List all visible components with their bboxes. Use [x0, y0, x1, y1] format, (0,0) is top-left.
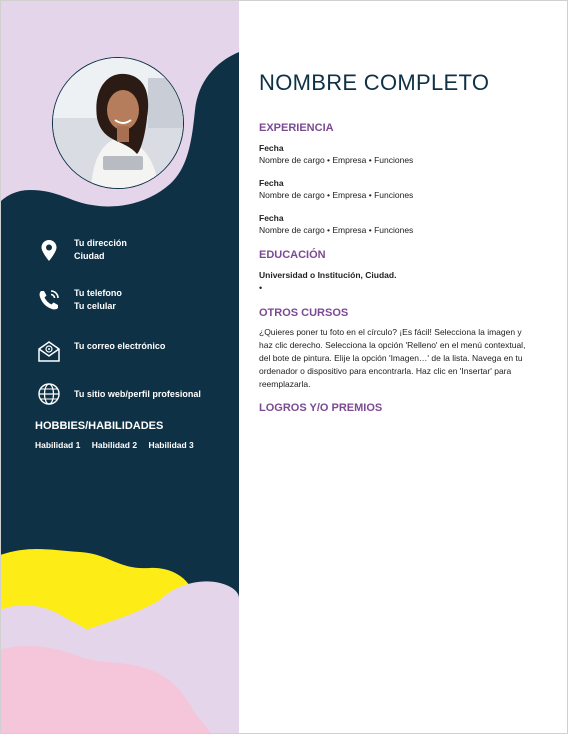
experience-date: Fecha [259, 178, 284, 188]
website-line: Tu sitio web/perfil profesional [74, 389, 201, 399]
email-icon [36, 338, 62, 364]
experience-detail: Nombre de cargo • Empresa • Funciones [259, 225, 414, 235]
email-line: Tu correo electrónico [74, 341, 166, 351]
education-heading: EDUCACIÓN [259, 249, 326, 261]
education-school: Universidad o Institución, Ciudad. [259, 270, 397, 280]
address-line: Tu dirección [74, 238, 127, 248]
hobbies-list [35, 440, 203, 450]
profile-photo[interactable] [52, 57, 184, 189]
full-name-heading[interactable]: NOMBRE COMPLETO [259, 70, 490, 95]
courses-heading: OTROS CURSOS [259, 307, 349, 319]
phone-icon [36, 287, 62, 313]
hobby-item: Habilidad 1 [35, 440, 81, 450]
education-bullet: • [259, 283, 263, 293]
hobbies-heading: HOBBIES/HABILIDADES [35, 420, 164, 432]
hobby-item: Habilidad 3 [148, 440, 194, 450]
experience-heading: EXPERIENCIA [259, 122, 334, 134]
contact-email [0, 338, 239, 378]
cell-line: Tu celular [74, 301, 116, 311]
phone-line: Tu telefono [74, 288, 122, 298]
courses-text: ¿Quieres poner tu foto en el círculo? ¡Es fácil! Selecciona la imagen y haz clic derecho. Selecciona la opción 'Relleno' en el menú contextual, del bote de pintura. Elije la opción 'Imagen…' de la lista. Navega en tu ordenador o dispositivo para encontrarla. Haz clic en 'Insertar' para reemplazarla. [259, 327, 526, 389]
hobby-item: Habilidad 2 [91, 440, 138, 450]
experience-date: Fecha [259, 213, 284, 223]
awards-heading: LOGROS Y/O PREMIOS [259, 402, 383, 414]
experience-detail: Nombre de cargo • Empresa • Funciones [259, 155, 414, 165]
contact-phone [0, 287, 239, 327]
globe-icon [36, 381, 62, 407]
contact-website [0, 381, 239, 421]
contact-address [0, 237, 239, 277]
sidebar [0, 0, 239, 734]
person-photo-icon [53, 58, 183, 188]
experience-detail: Nombre de cargo • Empresa • Funciones [259, 190, 414, 200]
location-pin-icon [36, 237, 62, 263]
city-line: Ciudad [74, 251, 105, 261]
experience-date: Fecha [259, 143, 284, 153]
